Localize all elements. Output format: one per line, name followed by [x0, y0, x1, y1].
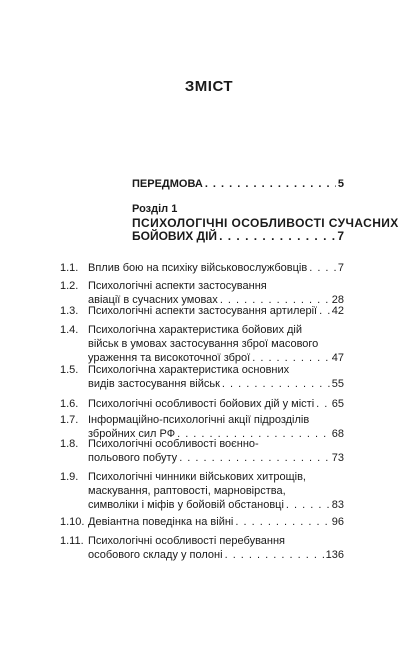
- toc-entry-number: 1.8.: [60, 438, 79, 450]
- dot-leader: [319, 304, 330, 318]
- toc-entry-title-line: ураження та високоточної зброї: [88, 352, 251, 364]
- toc-entry-preface[interactable]: [132, 177, 344, 191]
- toc-entry-label: ПЕРЕДМОВА: [132, 178, 203, 190]
- toc-entry-title-line: Психологічні чинники військових хитрощів,: [88, 471, 306, 483]
- toc-entry-title-line: польового побуту: [88, 452, 178, 464]
- toc-entry-title-line: Інформаційно-психологічні акції підрозділів: [88, 414, 310, 426]
- dot-leader: [309, 261, 336, 275]
- dot-leader: [225, 548, 324, 562]
- toc-entry-number: 1.5.: [60, 364, 79, 376]
- toc-entry-number: 1.3.: [60, 305, 79, 317]
- dot-leader: [286, 498, 330, 512]
- toc-entry-number: 1.9.: [60, 471, 79, 483]
- toc-entry-title-line: символіки і міфів у бойовій обстановці: [88, 499, 284, 511]
- toc-entry-title-line: Психологічні особливості бойових дій у місті: [88, 398, 315, 410]
- toc-entry-title-line: Психологічна характеристика основних: [88, 364, 290, 376]
- toc-entry-number: 1.2.: [60, 280, 79, 292]
- toc-page-number: 7: [337, 262, 344, 274]
- toc-page-number: 83: [331, 499, 344, 511]
- toc-entry-number: 1.10.: [60, 516, 85, 528]
- toc-entry-title-line: військ в умовах застосування зброї масового: [88, 338, 319, 350]
- page-title: ЗМІСТ: [184, 78, 234, 95]
- toc-entry-number: 1.6.: [60, 398, 79, 410]
- toc-entry-number: 1.11.: [60, 535, 84, 547]
- toc-entry-title-line: Вплив бою на психіку військовослужбовців: [88, 262, 308, 274]
- dot-leader: [316, 397, 330, 411]
- toc-page-number: 7: [337, 229, 344, 243]
- toc-entry-title-line: Психологічні особливості перебування: [88, 535, 286, 547]
- toc-page-number: 5: [337, 178, 344, 190]
- toc-entry-title-line: видів застосування військ: [88, 378, 220, 390]
- toc-entry-number: 1.4.: [60, 324, 79, 336]
- toc-page-number: 55: [331, 378, 344, 390]
- section-title[interactable]: ПСИХОЛОГІЧНІ ОСОБЛИВОСТІ СУЧАСНИХ: [132, 216, 399, 230]
- toc-entry-number: 1.7.: [60, 414, 79, 426]
- toc-entry-title-line: особового складу у полоні: [88, 549, 223, 561]
- dot-leader: [205, 177, 336, 191]
- toc-page-number: 65: [331, 398, 344, 410]
- toc-page-number: 42: [331, 305, 344, 317]
- toc-entry-title-line: Психологічна характеристика бойових дій: [88, 324, 303, 336]
- dot-leader: [222, 377, 330, 391]
- toc-entry-number: 1.1.: [60, 262, 79, 274]
- section-label: Розділ 1: [132, 203, 178, 215]
- toc-entry-title-line: авіації в сучасних умовах: [88, 294, 218, 306]
- toc-entry-title-line: Психологічні аспекти застосування артилерії: [88, 305, 318, 317]
- toc-entry-title-line: Психологічні особливості воєнно-: [88, 438, 259, 450]
- toc-entry-title-line: маскування, раптовості, марновірства,: [88, 485, 286, 497]
- toc-page-number: 96: [331, 516, 344, 528]
- toc-entry-section[interactable]: [132, 229, 344, 243]
- toc-page-number: 73: [331, 452, 344, 464]
- toc-entry-title-line: Девіантна поведінка на війні: [88, 516, 234, 528]
- toc-page-number: 136: [325, 549, 344, 561]
- toc-page-number: 28: [331, 294, 344, 306]
- dot-leader: [179, 451, 330, 465]
- toc-page-number: 47: [331, 352, 344, 364]
- section-title-cont: БОЙОВИХ ДІЙ: [132, 229, 218, 243]
- toc-entry-title-line: збройних сил РФ: [88, 428, 176, 440]
- toc-entry-title-line: Психологічні аспекти застосування: [88, 280, 267, 292]
- dot-leader: [235, 515, 329, 529]
- dot-leader: [219, 229, 335, 243]
- toc-page-number: 68: [331, 428, 344, 440]
